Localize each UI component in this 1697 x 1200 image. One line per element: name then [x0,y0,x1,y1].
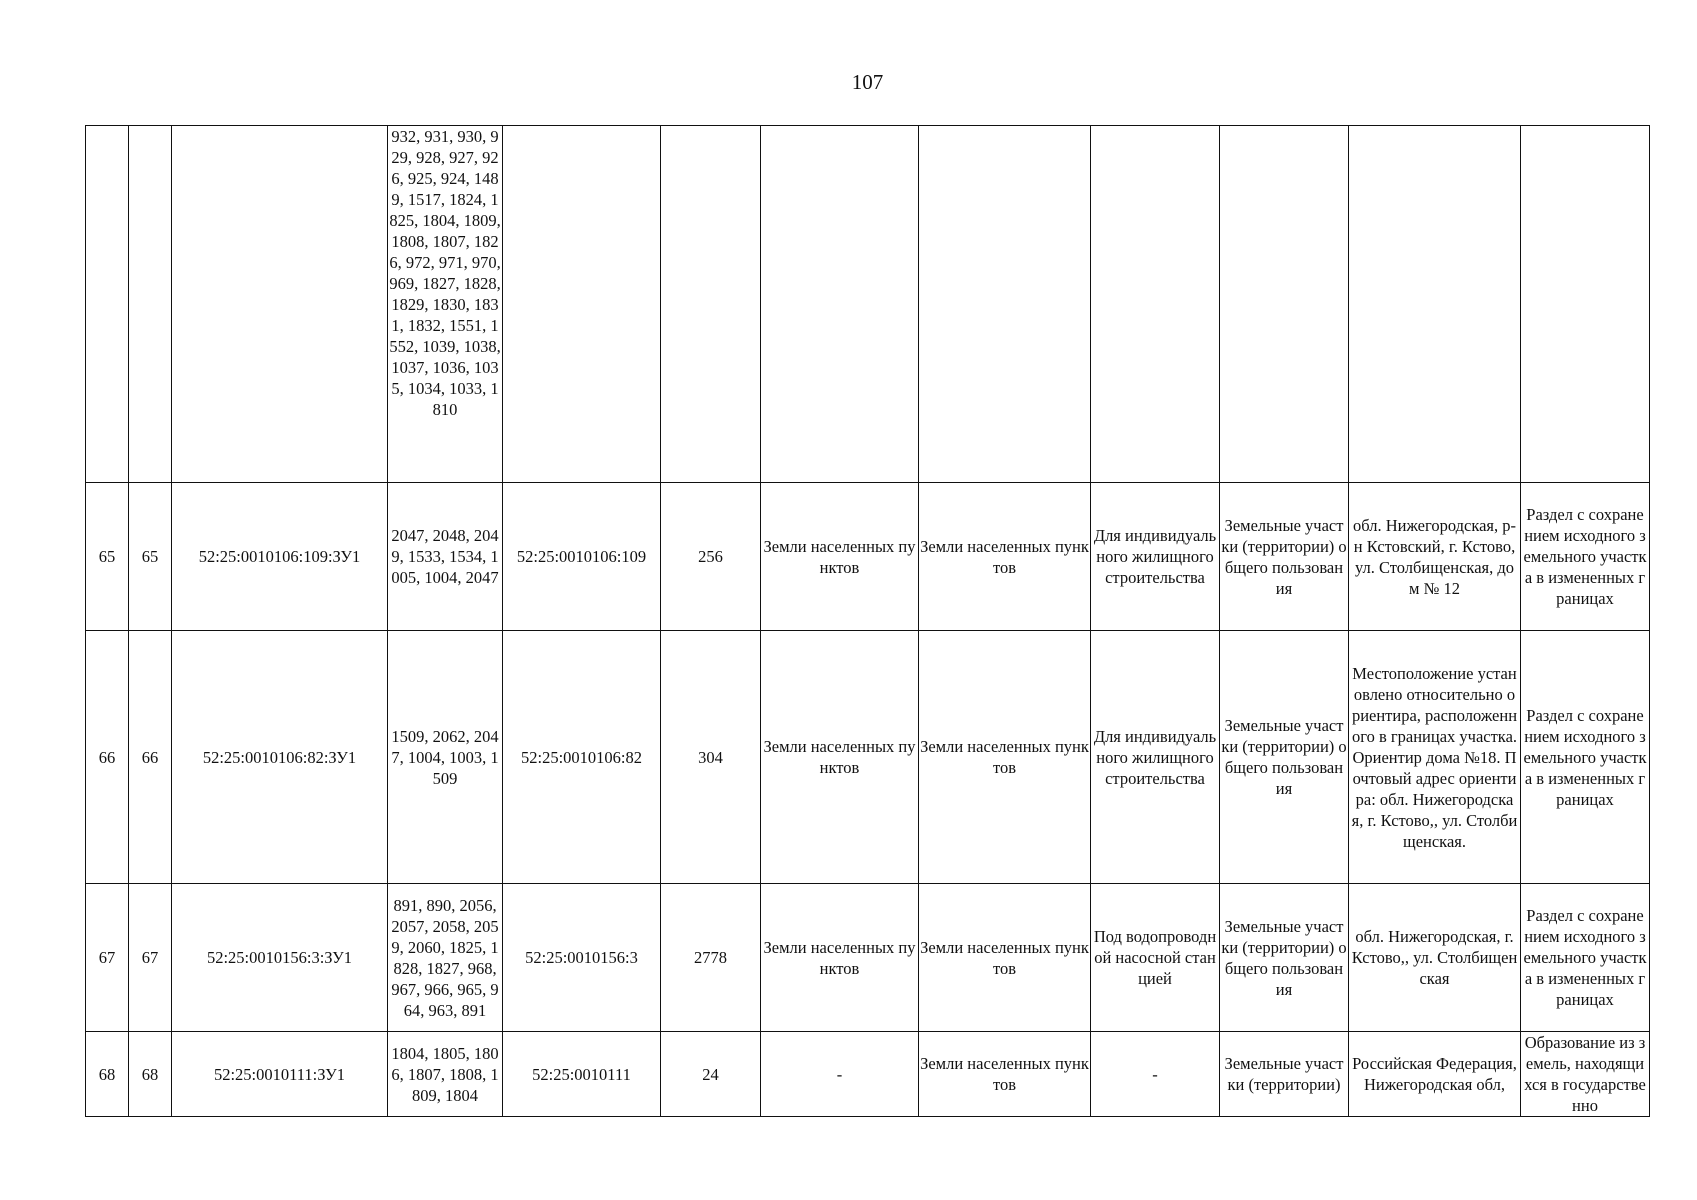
formation-method-cell: Раздел с сохранением исходного земельного участка в измененных границах [1521,884,1650,1032]
item-number-cell: 65 [129,483,172,631]
new-plot-id-cell: 52:25:0010106:82:ЗУ1 [172,631,388,884]
item-number-cell [129,126,172,483]
address-cell: Местоположение установлено относительно ориентира, расположенного в границах участка. Ориентир дома №18. Почтовый адрес ориентира: обл. Нижегородская, г. Кстово,, ул. Столбищенская. [1349,631,1521,884]
permitted-use-before-cell: Для индивидуального жилищного строительства [1091,631,1220,884]
new-plot-id-cell: 52:25:0010111:ЗУ1 [172,1032,388,1117]
table-row [86,1032,1650,1117]
area-cell: 24 [661,1032,761,1117]
land-category-before-cell: Земли населенных пунктов [761,483,919,631]
new-plot-id-cell [172,126,388,483]
land-category-before-cell [761,126,919,483]
item-number-cell: 67 [129,884,172,1032]
permitted-use-before-cell [1091,126,1220,483]
land-category-before-cell: Земли населенных пунктов [761,631,919,884]
land-category-after-cell: Земли населенных пунктов [919,884,1091,1032]
row-number-cell [86,126,129,483]
table-row [86,631,1650,884]
boundary-points-cell: 932, 931, 930, 929, 928, 927, 926, 925, 924, 1489, 1517, 1824, 1825, 1804, 1809, 1808, 1807, 1826, 972, 971, 970, 969, 1827, 1828, 1829, 1830, 1831, 1832, 1551, 1552, 1039, 1038, 1037, 1036, 1035, 1034, 1033, 1810 [388,126,503,483]
permitted-use-after-cell [1220,126,1349,483]
area-cell: 304 [661,631,761,884]
table-row [86,126,1650,483]
source-plot-id-cell: 52:25:0010106:82 [503,631,661,884]
permitted-use-after-cell: Земельные участки (территории) общего пользования [1220,631,1349,884]
land-category-after-cell [919,126,1091,483]
formation-method-cell [1521,126,1650,483]
land-category-after-cell: Земли населенных пунктов [919,631,1091,884]
source-plot-id-cell: 52:25:0010106:109 [503,483,661,631]
formation-method-cell: Раздел с сохранением исходного земельного участка в измененных границах [1521,483,1650,631]
area-cell: 256 [661,483,761,631]
row-number-cell: 65 [86,483,129,631]
row-number-cell: 68 [86,1032,129,1117]
page-number: 107 [851,70,884,94]
permitted-use-before-cell: Для индивидуального жилищного строительства [1091,483,1220,631]
new-plot-id-cell: 52:25:0010156:3:ЗУ1 [172,884,388,1032]
address-cell: обл. Нижегородская, р-н Кстовский, г. Кстово, ул. Столбищенская, дом № 12 [1349,483,1521,631]
boundary-points-cell: 1509, 2062, 2047, 1004, 1003, 1509 [388,631,503,884]
area-cell [661,126,761,483]
table-row [86,483,1650,631]
row-number-cell: 66 [86,631,129,884]
source-plot-id-cell: 52:25:0010156:3 [503,884,661,1032]
permitted-use-before-cell: Под водопроводной насосной станцией [1091,884,1220,1032]
boundary-points-cell: 2047, 2048, 2049, 1533, 1534, 1005, 1004, 2047 [388,483,503,631]
table-row [86,884,1650,1032]
item-number-cell: 66 [129,631,172,884]
land-category-before-cell: - [761,1032,919,1117]
permitted-use-before-cell: - [1091,1032,1220,1117]
land-category-after-cell: Земли населенных пунктов [919,1032,1091,1117]
row-number-cell: 67 [86,884,129,1032]
source-plot-id-cell: 52:25:0010111 [503,1032,661,1117]
address-cell [1349,126,1521,483]
item-number-cell: 68 [129,1032,172,1117]
permitted-use-after-cell: Земельные участки (территории) общего пользования [1220,884,1349,1032]
formation-method-cell: Раздел с сохранением исходного земельного участка в измененных границах [1521,631,1650,884]
boundary-points-cell: 891, 890, 2056, 2057, 2058, 2059, 2060, 1825, 1828, 1827, 968, 967, 966, 965, 964, 963, 891 [388,884,503,1032]
land-category-before-cell: Земли населенных пунктов [761,884,919,1032]
new-plot-id-cell: 52:25:0010106:109:ЗУ1 [172,483,388,631]
permitted-use-after-cell: Земельные участки (территории) [1220,1032,1349,1117]
formation-method-cell: Образование из земель, находящихся в государственно [1521,1032,1650,1117]
land-plots-table [85,125,1650,1117]
permitted-use-after-cell: Земельные участки (территории) общего пользования [1220,483,1349,631]
land-category-after-cell: Земли населенных пунктов [919,483,1091,631]
boundary-points-cell: 1804, 1805, 1806, 1807, 1808, 1809, 1804 [388,1032,503,1117]
source-plot-id-cell [503,126,661,483]
address-cell: обл. Нижегородская, г. Кстово,, ул. Столбищенская [1349,884,1521,1032]
area-cell: 2778 [661,884,761,1032]
address-cell: Российская Федерация, Нижегородская обл, [1349,1032,1521,1117]
